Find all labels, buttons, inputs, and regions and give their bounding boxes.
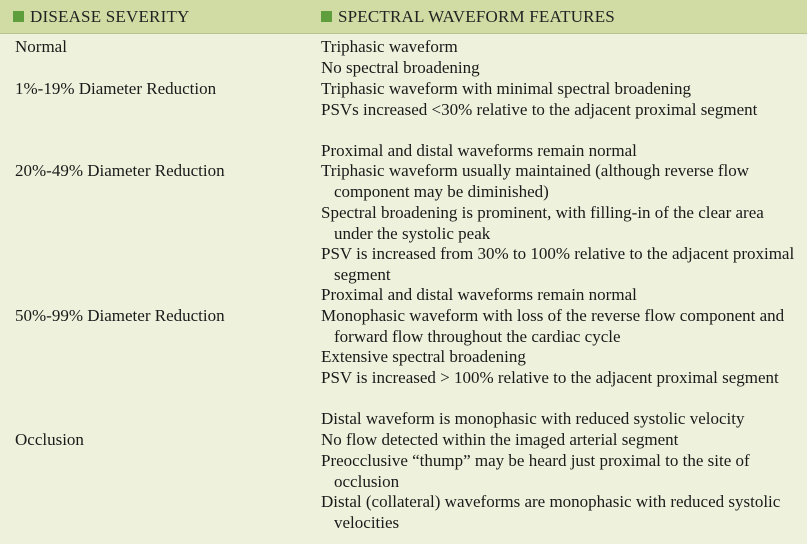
feature-item: Triphasic waveform usually maintained (although reverse flow component may be diminished)	[321, 161, 750, 201]
severity-20-49: 20%-49% Diameter Reduction	[15, 161, 225, 180]
feature-item: Spectral broadening is prominent, with filling-in of the clear area under the systolic peak	[321, 203, 764, 243]
feature-item: Monophasic waveform with loss of the reverse flow component and forward flow throughout the cardiac cycle	[321, 306, 785, 346]
table-header	[0, 0, 807, 34]
feature-item: Distal (collateral) waveforms are monophasic with reduced systolic velocities	[321, 492, 781, 532]
severity-1-19: 1%-19% Diameter Reduction	[15, 79, 217, 98]
feature-item: PSV is increased > 100% relative to the adjacent proximal segment	[321, 368, 779, 387]
feature-item: Proximal and distal waveforms remain normal	[321, 285, 637, 304]
feature-item: PSV is increased from 30% to 100% relative to the adjacent proximal segment	[321, 244, 795, 284]
feature-item: No spectral broadening	[321, 58, 480, 77]
feature-item: Extensive spectral broadening	[321, 347, 526, 366]
header-severity	[13, 7, 190, 27]
header-severity-label: DISEASE SEVERITY	[30, 7, 190, 26]
feature-item: Proximal and distal waveforms remain normal	[321, 141, 637, 160]
severity-occlusion: Occlusion	[15, 430, 84, 449]
feature-item: No flow detected within the imaged arterial segment	[321, 430, 679, 449]
square-bullet-icon	[13, 11, 24, 22]
severity-normal: Normal	[15, 37, 67, 56]
severity-50-99: 50%-99% Diameter Reduction	[15, 306, 225, 325]
feature-item: Distal waveform is monophasic with reduced systolic velocity	[321, 409, 745, 428]
feature-item: Triphasic waveform	[321, 37, 458, 56]
feature-item: Preocclusive “thump” may be heard just proximal to the site of occlusion	[321, 451, 750, 491]
header-features-label: SPECTRAL WAVEFORM FEATURES	[338, 7, 615, 26]
feature-item: PSVs increased <30% relative to the adjacent proximal segment	[321, 100, 758, 119]
square-bullet-icon	[321, 11, 332, 22]
feature-item: Triphasic waveform with minimal spectral broadening	[321, 79, 691, 98]
header-features	[321, 7, 615, 27]
